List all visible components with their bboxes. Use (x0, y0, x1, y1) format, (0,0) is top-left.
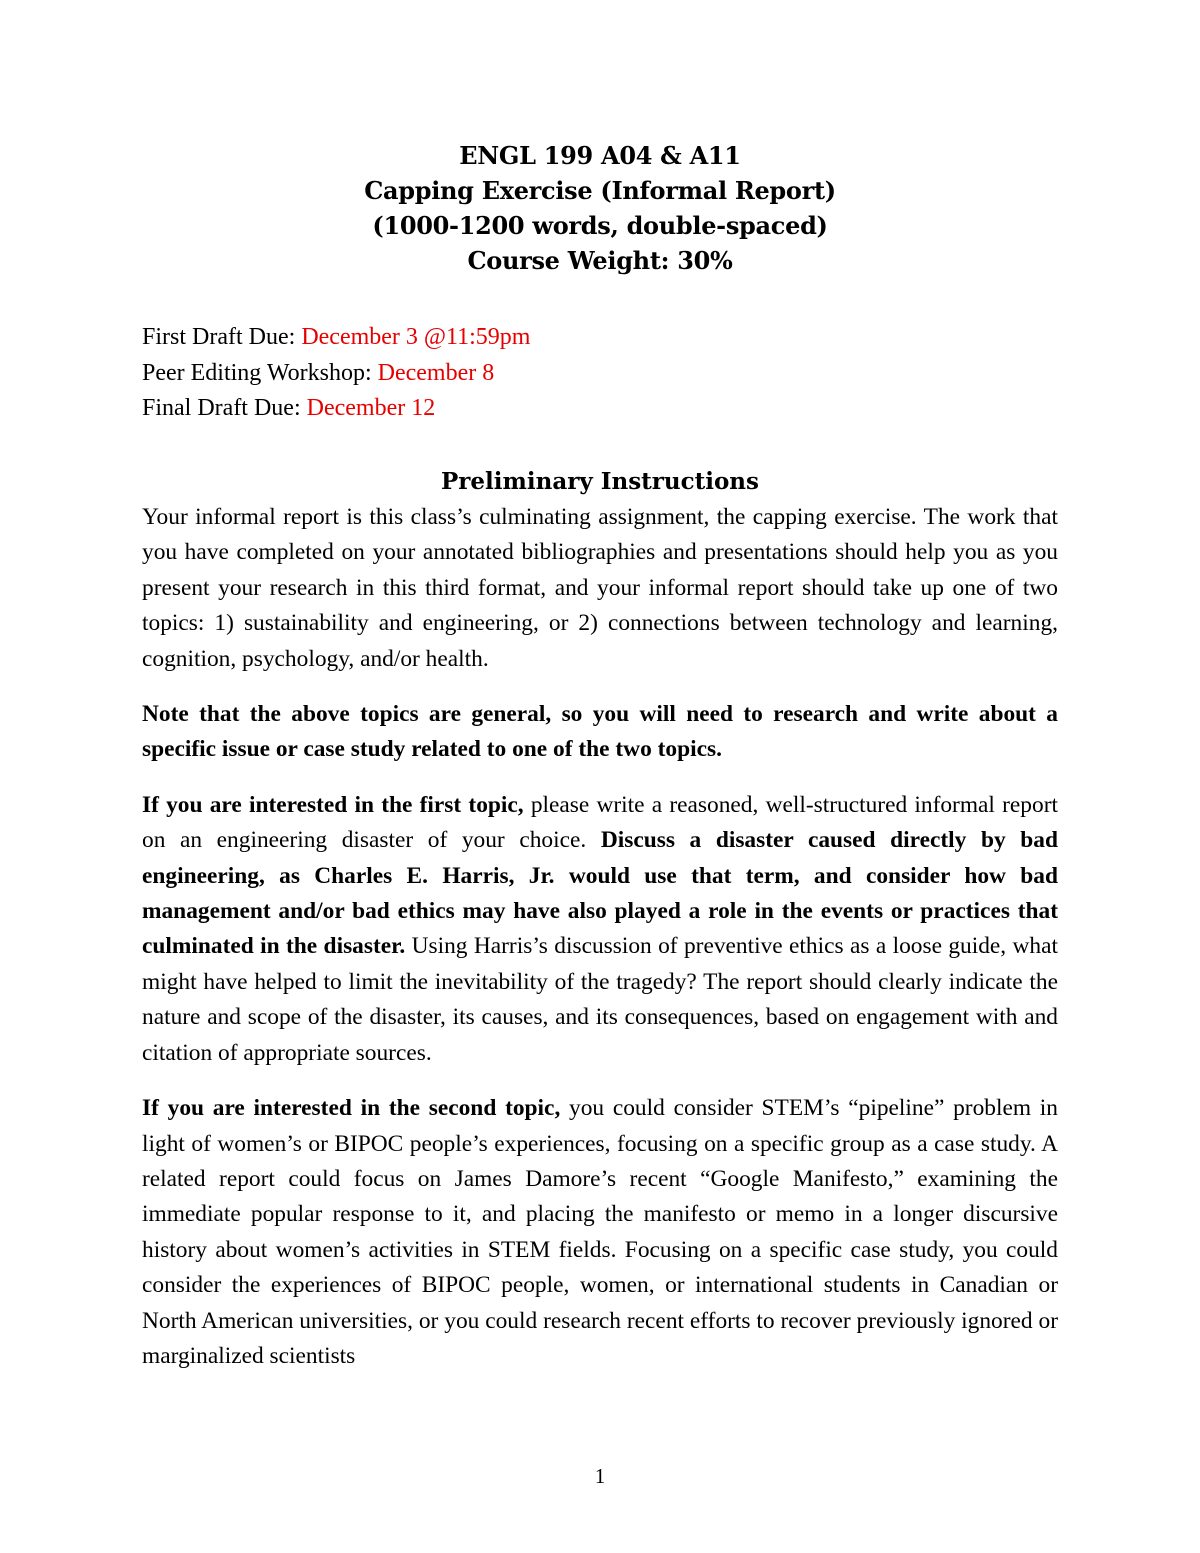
final-draft-date (142, 391, 1062, 427)
date-label: Peer Editing Workshop: (142, 359, 378, 386)
document-header (0, 138, 1200, 278)
word-count-requirement: (1000-1200 words, double-spaced) (372, 211, 828, 240)
date-value: December 12 (306, 395, 436, 421)
course-weight: Course Weight: 30% (467, 246, 733, 275)
second-topic-text: you could consider STEM’s “pipeline” problem in light of women’s or BIPOC people’s experiences, focusing on a specific group as a case study. A related report could focus on James Damore’s recent “Google Manifesto,” examining the immediate popular response to it, and placing the manifesto or memo in a longer discursive history about women’s activities in STEM fields. Focusing on a specific case study, you could consider the experiences of BIPOC people, women, or international students in Canadian or North American universities, or you could research recent efforts to recover previously ignored or marginalized scientists (142, 1095, 1058, 1369)
first-topic-text: please write a reasoned, well-structured informal report on an engineering disaster of your choice. (142, 791, 1058, 854)
date-label: Final Draft Due: (142, 395, 307, 421)
first-topic-lead: If you are interested in the first topic, (142, 791, 524, 818)
page-number: 1 (594, 1464, 606, 1488)
peer-editing-date (142, 356, 1062, 392)
assignment-title: Capping Exercise (Informal Report) (364, 176, 836, 205)
first-topic-emphasis: Discuss a disaster caused directly by bad engineering, as Charles E. Harris, Jr. would use that term, and consider how bad management and/or bad ethics may have also played a role in the events or practices that culminated in the disaster. (142, 827, 1058, 960)
date-value: December 8 (377, 359, 495, 386)
topics-note-paragraph: Note that the above topics are general, so you will need to research and write about a specific issue or case study related to one of the two topics. (142, 701, 1058, 763)
first-topic-paragraph (142, 788, 1058, 1071)
first-draft-date (142, 320, 1062, 356)
due-dates (142, 320, 1062, 427)
second-topic-lead: If you are interested in the second topic, (142, 1095, 561, 1122)
date-label: First Draft Due: (142, 324, 302, 350)
instructions-body (142, 500, 1058, 1394)
first-topic-text-end: Using Harris’s discussion of preventive ethics as a loose guide, what might have helped to limit the inevitability of the tragedy? The report should clearly indicate the nature and scope of the disaster, its causes, and its consequences, based on engagement with and citation of appropriate sources. (142, 933, 1058, 1066)
second-topic-paragraph (142, 1091, 1058, 1374)
section-heading: Preliminary Instructions (441, 468, 759, 495)
course-code: ENGL 199 A04 & A11 (459, 141, 741, 170)
date-value: December 3 @11:59pm (301, 324, 531, 350)
intro-paragraph: Your informal report is this class’s culminating assignment, the capping exercise. The work that you have completed on your annotated bibliographies and presentations should help you as you present your research in this third format, and your informal report should take up one of two topics: 1) sustainability and engineering, or 2) connections between technology and learning, cognition, psychology, and/or health. (142, 504, 1058, 672)
